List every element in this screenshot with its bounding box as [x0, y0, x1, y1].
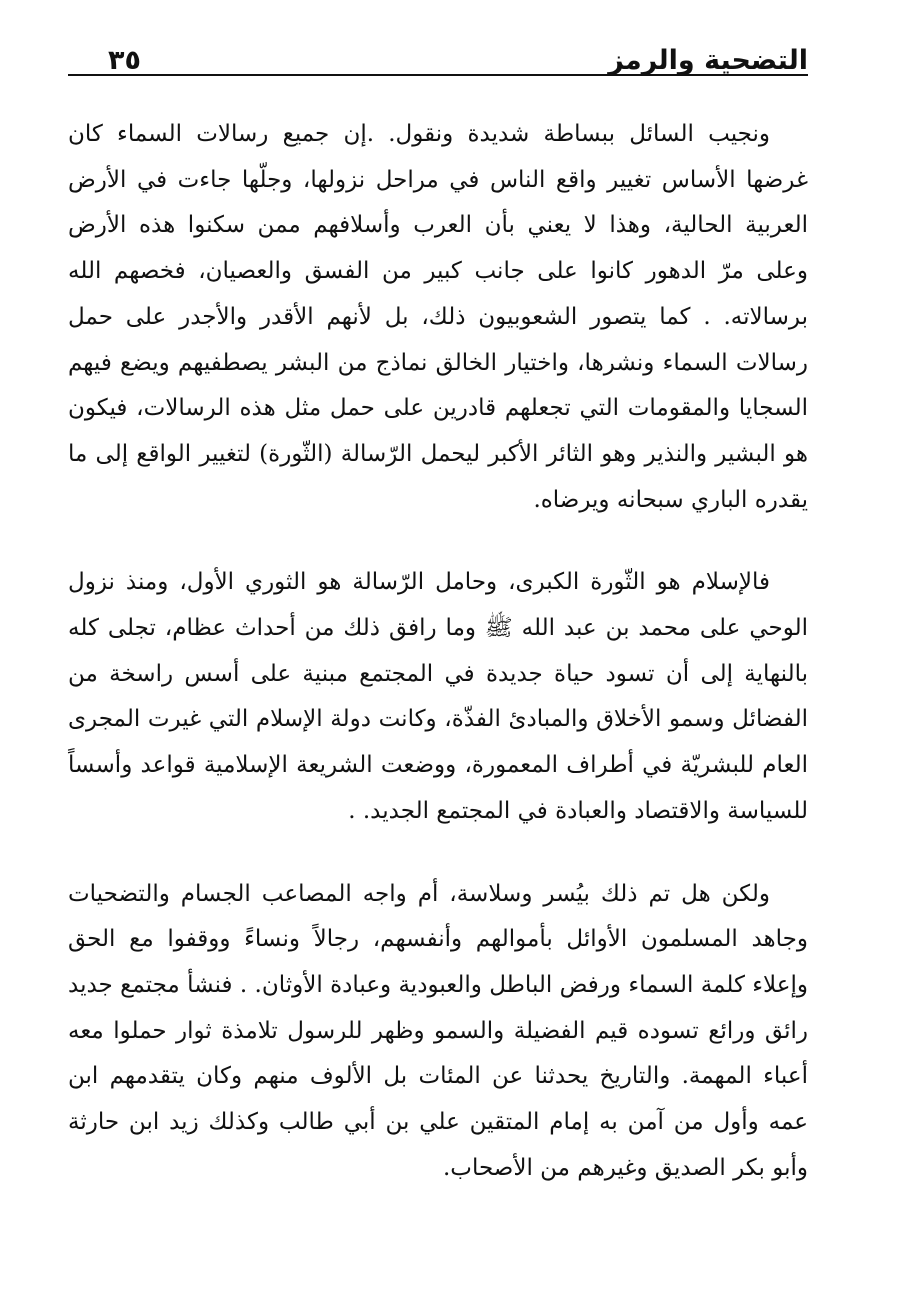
page-body: [68, 112, 808, 1228]
page-header: [68, 26, 808, 74]
page-number: ٣٥: [108, 45, 141, 76]
paragraph-3: ولكن هل تم ذلك بيُسر وسلاسة، أم واجه المصاعب الجسام والتضحيات وجاهد المسلمون الأوائل بأموالهم وأنفسهم، رجالاً ونساءً ووقفوا مع الحق وإعلاء كلمة السماء ورفض الباطل والعبودية وعبادة الأوثان. . فنشأ مجتمع جديد رائق ورائع تسوده قيم الفضيلة والسمو وظهر للرسول تلامذة ثوار حملوا معه أعباء المهمة. والتاريخ يحدثنا عن المئات بل الألوف منهم وكان يتقدمهم ابن عمه وأول من آمن به إمام المتقين علي بن أبي طالب وكذلك زيد ابن حارثة وأبو بكر الصديق وغيرهم من الأصحاب.: [68, 880, 808, 1181]
running-title: التضحية والرمز: [608, 45, 808, 76]
paragraph-2: فالإسلام هو الثّورة الكبرى، وحامل الرّسالة هو الثوري الأول، ومنذ نزول الوحي على محمد بن عبد الله ﷺ وما رافق ذلك من أحداث عظام، تجلى كله بالنهاية إلى أن تسود حياة جديدة في المجتمع مبنية على أسس راسخة من الفضائل وسمو الأخلاق والمبادئ الفذّة، وكانت دولة الإسلام التي غيرت المجرى العام للبشريّة في أطراف المعمورة، ووضعت الشريعة الإسلامية قواعد وأسساً للسياسة والاقتصاد والعبادة في المجتمع الجديد. .: [68, 569, 808, 824]
paragraph-1: ونجيب السائل ببساطة شديدة ونقول. .إن جميع رسالات السماء كان غرضها الأساس تغيير واقع الناس في مراحل نزولها، وجلّها جاءت في الأرض العربية الحالية، وهذا لا يعني بأن العرب وأسلافهم ممن سكنوا هذه الأرض وعلى مرّ الدهور كانوا على جانب كبير من الفسق والعصيان، فخصهم الله برسالاته. . كما يتصور الشعوبيون ذلك، بل لأنهم الأقدر والأجدر على حمل رسالات السماء ونشرها، واختيار الخالق نماذج من البشر يصطفيهم ويضع فيهم السجايا والمقومات التي تجعلهم قادرين على حمل مثل هذه الرسالات، فيكون هو البشير والنذير وهو الثائر الأكبر ليحمل الرّسالة (الثّورة) لتغيير الواقع إلى ما يقدره الباري سبحانه ويرضاه.: [68, 121, 808, 513]
header-rule: [68, 74, 808, 76]
